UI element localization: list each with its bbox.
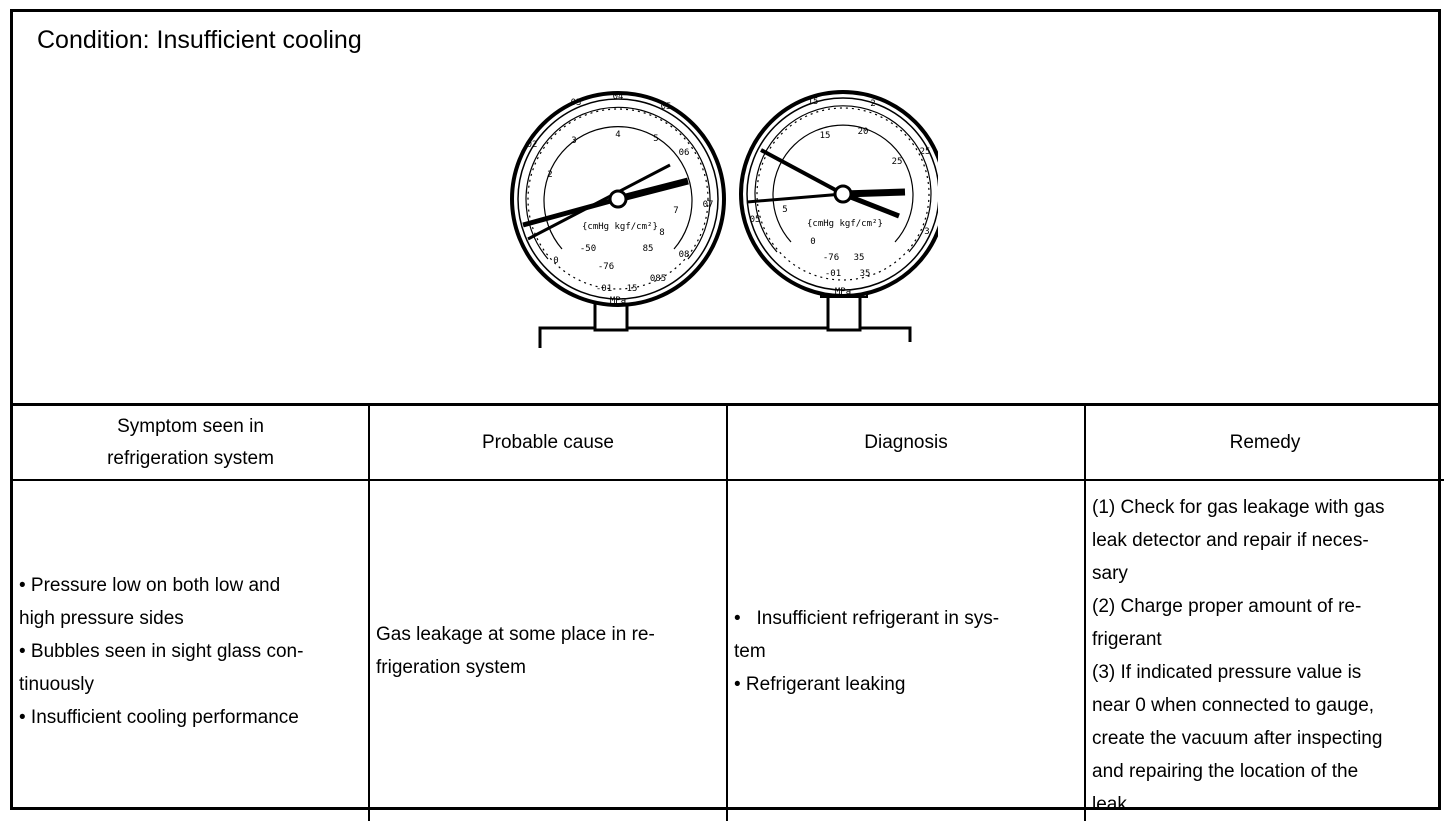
- high-gauge-scale-label: 15: [819, 131, 831, 141]
- diagnosis-line: • Insufficient refrigerant in sys-: [734, 607, 1000, 629]
- high-gauge-scale-label: MPa: [834, 287, 852, 297]
- symptom-line: • Pressure low on both low and: [19, 574, 281, 596]
- symptom-cell: [13, 480, 369, 821]
- condition-title: Condition: Insufficient cooling: [37, 26, 362, 54]
- low-gauge-scale-label: 7: [673, 206, 679, 216]
- low-gauge-scale-label: 06: [678, 148, 690, 158]
- low-gauge-scale-label: 07: [702, 200, 714, 210]
- high-gauge-scale-label: -76: [822, 253, 840, 263]
- high-gauge-unit-label: {cmHg kgf/cm²}: [807, 219, 883, 229]
- low-gauge-scale-label: MPa: [609, 296, 627, 306]
- remedy-line: (3) If indicated pressure value is: [1092, 662, 1362, 683]
- low-gauge-unit-label: {cmHg kgf/cm²}: [582, 222, 658, 232]
- high-gauge-scale-label: -01: [824, 269, 842, 279]
- symptom-line: • Insufficient cooling performance: [19, 706, 299, 728]
- remedy-line: and repairing the location of the: [1092, 761, 1359, 782]
- remedy-line: create the vacuum after inspecting: [1092, 728, 1383, 749]
- low-gauge-scale-label: 5: [653, 134, 659, 144]
- cause-cell: [369, 480, 727, 821]
- high-gauge-scale-label: 25: [919, 147, 931, 157]
- header-symptom-line1: Symptom seen in: [117, 415, 264, 437]
- header-symptom-line2: refrigeration system: [107, 447, 274, 469]
- remedy-line: (2) Charge proper amount of re-: [1092, 596, 1362, 617]
- high-gauge-scale-label: 15: [807, 97, 819, 107]
- low-gauge-scale-label: 85: [642, 244, 654, 254]
- manifold-gauge-illustration: [498, 80, 938, 350]
- illustration-panel: [13, 12, 1438, 406]
- high-gauge-scale-label: 25: [891, 157, 903, 167]
- low-gauge-scale-label: 02: [526, 140, 538, 150]
- high-gauge-scale-label: 35: [859, 269, 871, 279]
- remedy-line: leak: [1092, 794, 1127, 815]
- low-pressure-gauge: [512, 92, 724, 306]
- low-gauge-scale-label: -76: [597, 262, 615, 272]
- low-gauge-scale-label: 4: [615, 130, 621, 140]
- diagnosis-cell: [727, 480, 1085, 821]
- header-cause: Probable cause: [369, 406, 727, 480]
- symptom-line: high pressure sides: [19, 607, 184, 629]
- remedy-line: sary: [1092, 563, 1128, 584]
- low-gauge-scale-label: 3: [571, 136, 577, 146]
- low-gauge-scale-label: 05: [660, 102, 672, 112]
- high-gauge-hub: [835, 186, 851, 202]
- high-gauge-scale-label: 35: [853, 253, 865, 263]
- remedy-line: leak detector and repair if neces-: [1092, 530, 1369, 551]
- low-gauge-scale-label: -01: [595, 284, 613, 294]
- diagnosis-line: • Refrigerant leaking: [734, 673, 906, 695]
- high-gauge-scale-label: 05: [749, 215, 761, 225]
- low-gauge-scale-label: 085: [649, 274, 667, 284]
- high-gauge-scale-label: 5: [782, 205, 788, 215]
- low-gauge-scale-label: 08: [678, 250, 690, 260]
- low-gauge-scale-label: 2: [547, 170, 553, 180]
- low-gauge-scale-label: 0: [553, 256, 559, 266]
- cause-line: frigeration system: [376, 657, 526, 678]
- condition-chart: [10, 9, 1441, 815]
- table-header-row: [13, 406, 1444, 480]
- cause-line: Gas leakage at some place in re-: [376, 624, 655, 645]
- low-gauge-scale-label: 04: [612, 92, 624, 102]
- header-symptom: [13, 406, 369, 480]
- remedy-line: frigerant: [1092, 629, 1162, 650]
- diagnosis-table: [13, 406, 1444, 821]
- symptom-line: • Bubbles seen in sight glass con-: [19, 640, 304, 662]
- low-gauge-scale-label: 15: [626, 284, 638, 294]
- symptom-line: tinuously: [19, 673, 94, 695]
- high-pressure-gauge: [741, 92, 938, 297]
- header-diagnosis: Diagnosis: [727, 406, 1085, 480]
- low-gauge-scale-label: 03: [570, 98, 582, 108]
- remedy-cell: [1085, 480, 1444, 821]
- high-gauge-scale-label: 0: [810, 237, 816, 247]
- remedy-line: (1) Check for gas leakage with gas: [1092, 497, 1385, 518]
- low-gauge-scale-label: -50: [579, 244, 597, 254]
- high-gauge-scale-label: 20: [857, 127, 869, 137]
- high-gauge-scale-label: 3: [924, 227, 930, 237]
- table-row: [13, 480, 1444, 821]
- low-gauge-hub: [610, 191, 626, 207]
- diagnosis-line: tem: [734, 640, 766, 662]
- remedy-line: near 0 when connected to gauge,: [1092, 695, 1375, 716]
- header-remedy: Remedy: [1085, 406, 1444, 480]
- high-gauge-scale-label: 2: [870, 99, 876, 109]
- low-gauge-scale-label: 8: [659, 228, 665, 238]
